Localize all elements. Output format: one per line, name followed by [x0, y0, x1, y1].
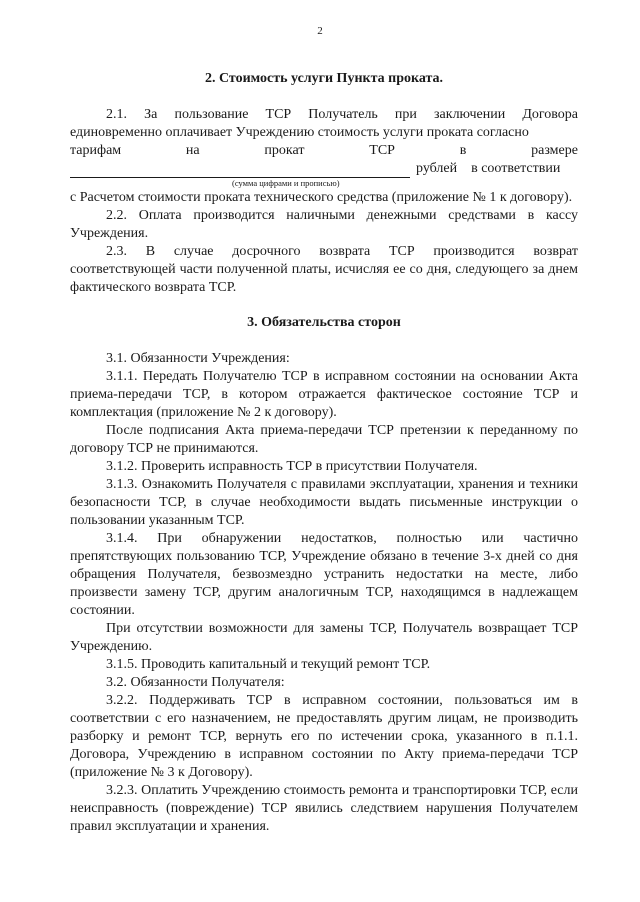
clause-3-1-4: 3.1.4. При обнаружении недостатков, полностью или частично препятствующих пользованию ТСР, Учреждение обязано в течение 3-х дней со дня обращения Получателя, безвозмездно устранить недостатки на месте, либо произвести замену ТСР, другим аналогичным ТСР, находящимся в надлежащем состоянии. [70, 531, 578, 618]
clause-3-1-5: 3.1.5. Проводить капитальный и текущий ремонт ТСР. [106, 657, 431, 672]
tariff-word: размере [531, 143, 578, 158]
amount-currency: рублей [416, 161, 458, 176]
amount-blank-field[interactable] [70, 163, 410, 178]
clause-2-1-rest: с Расчетом стоимости проката технического средства (приложение № 1 к договору). [70, 190, 573, 205]
clause-2-3: 2.3. В случае досрочного возврата ТСР производится возврат соответствующей части полученной платы, исчисляя ее со дня, следующего за днем фактического возврата ТСР. [70, 244, 578, 295]
clause-3-1: 3.1. Обязанности Учреждения: [106, 351, 290, 366]
page-number: 2 [317, 25, 323, 37]
section-2-title: 2. Стоимость услуги Пункта проката. [204, 71, 444, 86]
tariff-word: на [185, 143, 200, 158]
document-body [70, 70, 578, 836]
clause-3-2-3: 3.2.3. Оплатить Учреждению стоимость ремонта и транспортировки ТСР, если неисправность (повреждение) ТСР явились следствием нарушения Получателем правил эксплуатации и хранения. [70, 783, 578, 834]
tariff-word: тарифам [70, 143, 122, 158]
amount-blank-line [70, 160, 578, 178]
clause-2-2: 2.2. Оплата производится наличными денежными средствами в кассу Учреждения. [70, 208, 578, 241]
clause-2-1-text: 2.1. За пользование ТСР Получатель при заключении Договора единовременно оплачивает Учреждению стоимость услуги проката согласно [70, 107, 578, 140]
clause-3-1-3: 3.1.3. Ознакомить Получателя с правилами эксплуатации, хранения и техники безопасности ТСР, в случае необходимости выдать письменные инструкции о пользовании указанным ТСР. [70, 477, 578, 528]
tariff-word: ТСР [369, 143, 395, 158]
clause-2-1-tariff-line [70, 142, 578, 160]
tariff-word: прокат [264, 143, 305, 158]
clause-3-1-4-note: При отсутствии возможности для замены ТСР, Получатель возвращает ТСР Учреждению. [70, 621, 578, 654]
clause-3-2-2: 3.2.2. Поддерживать ТСР в исправном состоянии, пользоваться им в соответствии с его назначением, не предоставлять другим лицам, не производить разборку и ремонт ТСР, вернуть его по истечении срока, указанного в п.1.1. Договора, Учреждению в исправном состоянии по Акту приема-передачи ТСР (приложение № 3 к Договору). [70, 693, 578, 780]
tariff-word: в [459, 143, 467, 158]
amount-blank-caption: (сумма цифрами и прописью) [232, 178, 340, 188]
clause-3-1-1-note: После подписания Акта приема-передачи ТСР претензии к переданному по договору ТСР не принимаются. [70, 423, 578, 456]
section-3-title: 3. Обязательства сторон [247, 315, 401, 330]
clause-3-1-2: 3.1.2. Проверить исправность ТСР в присутствии Получателя. [106, 459, 478, 474]
clause-3-2: 3.2. Обязанности Получателя: [106, 675, 285, 690]
amount-accordance: в соответствии [471, 161, 561, 176]
clause-3-1-1: 3.1.1. Передать Получателю ТСР в исправном состоянии на основании Акта приема-передачи ТСР, в котором отражается фактическое состояние ТСР и комплектация (приложение № 2 к договору). [70, 369, 578, 420]
